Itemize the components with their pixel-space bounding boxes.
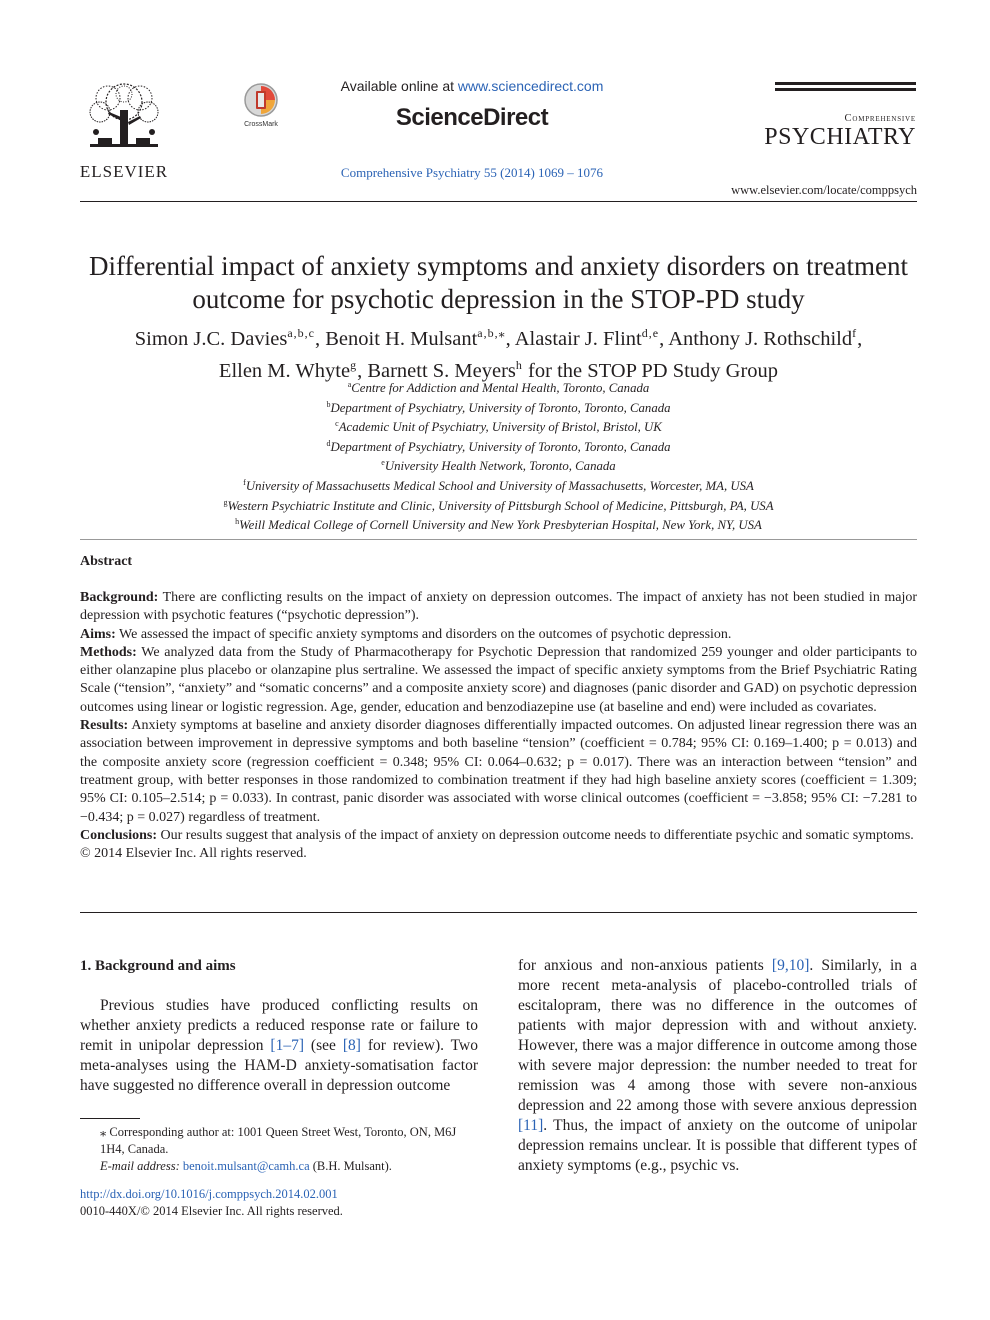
abstract-section-text: We analyzed data from the Study of Pharmacotherapy for Psychotic Depression that randomized 259 younger and older participants to either olanzapine plus placebo or olanzapine plus sertraline. We assessed the impact of specific anxiety symptoms from the Brief Psychiatric Rating Scale (“tension”, “anxiety” and “somatic concerns” and a composite anxiety score) and diagnoses (panic disorder and GAD) on psychotic depression outcomes using linear or logistic regression. Age, gender, education and benzodiazepine use (at baseline and end) were included as covariates.	[80, 644, 917, 715]
author-name[interactable]: Barnett S. Meyers	[367, 360, 516, 382]
affiliation	[80, 495, 917, 515]
available-prefix: Available online at	[340, 78, 458, 94]
email-line	[80, 1158, 478, 1175]
abstract-section-label: Conclusions:	[80, 827, 158, 843]
abstract-top-divider	[80, 539, 917, 540]
body-text-run: (see	[304, 1037, 343, 1054]
affiliation-text: Western Psychiatric Institute and Clinic, University of Pittsburgh School of Medicine, Pittsburgh, PA, USA	[227, 498, 774, 513]
body-text-run: for anxious and non-anxious patients	[518, 957, 772, 974]
author-separator: ,	[659, 328, 669, 350]
affiliation-mark: f	[243, 477, 246, 487]
author-name[interactable]: Simon J.C. Davies	[134, 328, 288, 350]
abstract-section-label: Methods:	[80, 644, 137, 660]
author-name[interactable]: Benoit H. Mulsant	[325, 328, 478, 350]
header-divider	[80, 201, 917, 202]
affiliation-mark: c	[335, 419, 339, 429]
body-column-left	[80, 956, 478, 1096]
abstract-copyright: © 2014 Elsevier Inc. All rights reserved.	[80, 846, 307, 862]
citation-ref-link[interactable]: [8]	[342, 1037, 361, 1054]
doi-link[interactable]: http://dx.doi.org/10.1016/j.comppsych.2014.02.001	[80, 1187, 338, 1201]
abstract-section-label: Background:	[80, 590, 159, 605]
email-link[interactable]: benoit.mulsant@camh.ca	[182, 1159, 310, 1173]
citation-link[interactable]: Comprehensive Psychiatry 55 (2014) 1069 – 1076	[340, 165, 604, 180]
affiliation-mark: e	[381, 458, 385, 468]
issn-rights: 0010-440X/© 2014 Elsevier Inc. All rights reserved.	[80, 1204, 343, 1218]
body-column-right	[518, 956, 917, 1176]
affiliation-mark: b	[326, 399, 331, 409]
journal-citation[interactable]	[300, 165, 644, 181]
journal-title-big: PSYCHIATRY	[764, 124, 916, 150]
abstract-body	[80, 589, 917, 863]
affiliation-text: Academic Unit of Psychiatry, University of Bristol, Bristol, UK	[338, 420, 662, 435]
abstract-heading: Abstract	[80, 554, 133, 569]
body-text-run: for review). Two meta-analyses using the HAM-D anxiety-somatisation factor have suggested no difference overall in depression outcome	[80, 1037, 478, 1094]
sciencedirect-link[interactable]: www.sciencedirect.com	[457, 78, 604, 94]
affiliation-mark: a	[347, 380, 352, 389]
sciencedirect-logo: ScienceDirect	[395, 104, 549, 131]
author-group: for the STOP PD Study Group	[522, 360, 779, 382]
doi-block	[80, 1186, 478, 1220]
corresponding-author-footnote	[80, 1124, 478, 1175]
abstract-bottom-divider	[80, 912, 917, 913]
affiliation	[80, 455, 917, 475]
author-affil-marks[interactable]: d,e	[641, 326, 660, 340]
affiliation	[80, 416, 917, 436]
citation-ref-link[interactable]: [9,10]	[771, 957, 810, 974]
article-title: Differential impact of anxiety symptoms and anxiety disorders on treatment outcome for psychotic depression in the STOP-PD study	[88, 251, 909, 314]
author-affil-marks[interactable]: a,b,⁎	[477, 326, 506, 340]
abstract-section-text: There are conflicting results on the impact of anxiety on depression outcomes. The impact of anxiety has not been studied in major depression with psychotic features (“psychotic depression”).	[80, 590, 917, 624]
crossmark-badge[interactable]	[236, 82, 286, 126]
citation-ref-link[interactable]: [1–7]	[270, 1037, 304, 1054]
section-heading: 1. Background and aims	[80, 958, 236, 974]
abstract-background	[80, 589, 917, 626]
affiliation-mark: g	[223, 497, 228, 507]
footnote-mark: ⁎	[100, 1125, 107, 1139]
author-name[interactable]: Ellen M. Whyte	[218, 360, 351, 382]
citation-ref-link[interactable]: [11]	[518, 1117, 544, 1134]
affiliation	[80, 397, 917, 417]
affiliation-mark: h	[235, 517, 240, 527]
affiliation-mark: d	[326, 438, 331, 448]
body-text-run: . Similarly, in a more recent meta-analysis of placebo-controlled trials of escitalopram, there was no difference in the outcomes of patients with major depression with and without anxiety. However, there was a major difference in outcome among those with severe major depression: the number needed to treat for remission was 4 among those with severe non-anxious depression and 22 among those with severe anxious depression	[518, 957, 917, 1114]
footnote-divider	[80, 1118, 140, 1119]
journal-masthead	[760, 113, 916, 149]
author-affil-marks[interactable]: a,b,c	[287, 326, 315, 340]
body-paragraph	[518, 956, 917, 1176]
email-label: E-mail address:	[100, 1159, 180, 1173]
author-name[interactable]: Alastair J. Flint	[514, 328, 642, 350]
abstract-section-label: Results:	[80, 718, 129, 734]
available-online-line	[300, 78, 644, 94]
body-text-run: . Thus, the impact of anxiety on the outcome of unipolar depression remains unclear. It is possible that different types of anxiety symptoms (e.g., psychic vs.	[518, 1117, 917, 1174]
abstract-section-text: We assessed the impact of specific anxiety symptoms and disorders on the outcomes of psychotic depression.	[115, 626, 732, 642]
affiliation-text: Department of Psychiatry, University of Toronto, Toronto, Canada	[330, 439, 671, 454]
corresponding-address	[80, 1124, 478, 1158]
crossmark-icon	[243, 82, 279, 118]
affiliation-text: University Health Network, Toronto, Canada	[384, 459, 616, 474]
author-list	[80, 320, 917, 384]
footnote-text: Corresponding author at: 1001 Queen Street West, Toronto, ON, M6J 1H4, Canada.	[100, 1125, 457, 1156]
author-affil-marks[interactable]: g	[350, 358, 358, 372]
abstract-section-text: Our results suggest that analysis of the impact of anxiety on depression outcome needs to differentiate psychic and somatic symptoms.	[157, 827, 914, 843]
body-text-run: Previous studies have produced conflicting results on whether anxiety predicts a reduced response rate or failure to remit in unipolar depression	[80, 997, 478, 1054]
affiliation	[80, 514, 917, 534]
abstract-methods	[80, 644, 917, 717]
email-suffix: (B.H. Mulsant).	[309, 1159, 392, 1173]
author-affil-marks[interactable]: f	[852, 326, 858, 340]
body-paragraph	[80, 996, 478, 1096]
publisher-name: ELSEVIER	[79, 162, 169, 181]
affiliation	[80, 436, 917, 456]
affiliation	[80, 377, 917, 397]
author-separator: ,	[357, 360, 368, 382]
journal-title-small: Comprehensive	[844, 113, 916, 124]
abstract-conclusions	[80, 827, 917, 845]
journal-masthead-bars	[775, 82, 916, 94]
author-separator: ,	[857, 328, 863, 350]
affiliation-text: University of Massachusetts Medical School and University of Massachusetts, Worcester, MA, USA	[245, 478, 754, 493]
affiliation-text: Centre for Addiction and Mental Health, Toronto, Canada	[351, 381, 650, 395]
abstract-section-text: Anxiety symptoms at baseline and anxiety disorder diagnoses differentially impacted outcomes. On adjusted linear regression there was an association between improvement in depressive symptoms and both baseline “tension” (coefficient = 0.784; 95% CI: 0.169–1.400; p = 0.013) and the composite anxiety score (regression coefficient = 0.348; 95% CI: 0.064–0.632; p = 0.017). There was an interaction between “tension” and treatment group, with better responses in those randomized to combination treatment if they had high baseline anxiety scores (coefficient = 1.309; 95% CI: 0.105–2.514; p = 0.033). In contrast, panic disorder was associated with worse clinical outcomes (coefficient = −3.858; 95% CI: −7.281 to −0.434; p = 0.027) regardless of treatment.	[80, 718, 917, 825]
journal-url: www.elsevier.com/locate/comppsych	[731, 183, 917, 197]
author-separator: ,	[315, 328, 326, 350]
affiliation	[80, 475, 917, 495]
author-affil-marks[interactable]: h	[515, 358, 523, 372]
affiliation-text: Department of Psychiatry, University of Toronto, Toronto, Canada	[330, 400, 671, 415]
affiliation-list	[80, 377, 917, 534]
abstract-results	[80, 717, 917, 827]
author-name[interactable]: Anthony J. Rothschild	[668, 328, 853, 350]
abstract-aims	[80, 626, 917, 644]
abstract-section-label: Aims:	[80, 626, 116, 642]
author-separator: ,	[505, 328, 515, 350]
crossmark-label: CrossMark	[244, 121, 278, 128]
affiliation-text: Weill Medical College of Cornell University and New York Presbyterian Hospital, New York, NY, USA	[239, 518, 762, 533]
